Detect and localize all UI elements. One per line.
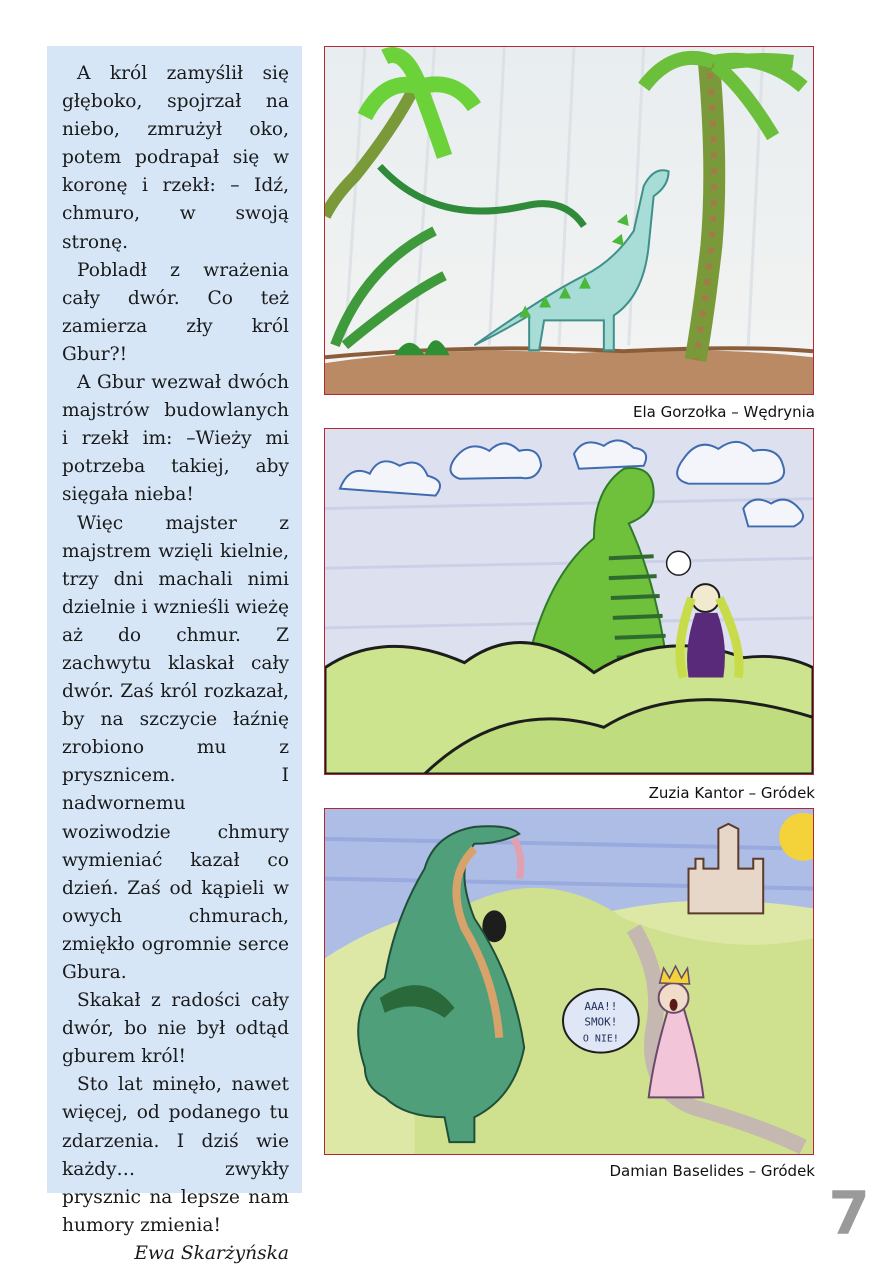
drawing-caption: Zuzia Kantor – Gródek	[648, 784, 815, 802]
drawing-caption: Damian Baselides – Gródek	[609, 1162, 815, 1180]
drawing-dinosaur-hills-image	[325, 429, 813, 774]
story-paragraph: A Gbur wezwał dwóch majstrów budowlanych i rzekł im: –Wieży mi potrzeba takiej, aby sięgała nieba!	[62, 372, 289, 506]
drawing-dragon-princess-image	[325, 809, 813, 1154]
story-paragraph: Sto lat minęło, nawet więcej, od podanego tu zdarzenia. I dziś wie każdy… zwykły prysznic na lepsze nam humory zmienia!	[62, 1074, 289, 1236]
story-paragraph: Skakał z radości cały dwór, bo nie był odtąd gburem król!	[62, 990, 289, 1068]
svg-text:SMOK!: SMOK!	[584, 1015, 618, 1029]
story-text-box	[47, 46, 302, 1264]
story-author: Ewa Skarżyńska	[134, 1242, 289, 1264]
drawing-dinosaur-palms-image	[325, 47, 813, 394]
svg-text:O NIE!: O NIE!	[582, 1033, 619, 1045]
svg-text:AAA!!: AAA!!	[584, 999, 618, 1013]
drawing-dinosaur-palms	[324, 46, 814, 395]
story-body	[62, 60, 289, 1240]
drawing-dragon-princess	[324, 808, 814, 1155]
story-paragraph: A król zamyślił się głęboko, spojrzał na niebo, zmrużył oko, potem podrapał się w koronę i rzekł: – Idź, chmuro, w swoją stronę.	[62, 63, 289, 253]
drawing-caption: Ela Gorzołka – Wędrynia	[632, 403, 815, 421]
story-paragraph: Więc majster z majstrem wzięli kielnie, trzy dni machali nimi dzielnie i wznieśli wieżę aż do chmur. Z zachwytu klaskał cały dwór. Zaś król rozkazał, by na szczycie łaźnię zrobiono mu z prysznicem. I nadwornemu woziwodzie chmury wymieniać kazał co dzień. Zaś od kąpieli w owych chmurach, zmiękło ogromnie serce Gbura.	[62, 512, 289, 983]
story-paragraph: Pobladł z wrażenia cały dwór. Co też zamierza zły król Gbur?!	[62, 259, 289, 365]
page-number: 7	[828, 1179, 870, 1249]
drawing-dinosaur-hills	[324, 428, 814, 775]
